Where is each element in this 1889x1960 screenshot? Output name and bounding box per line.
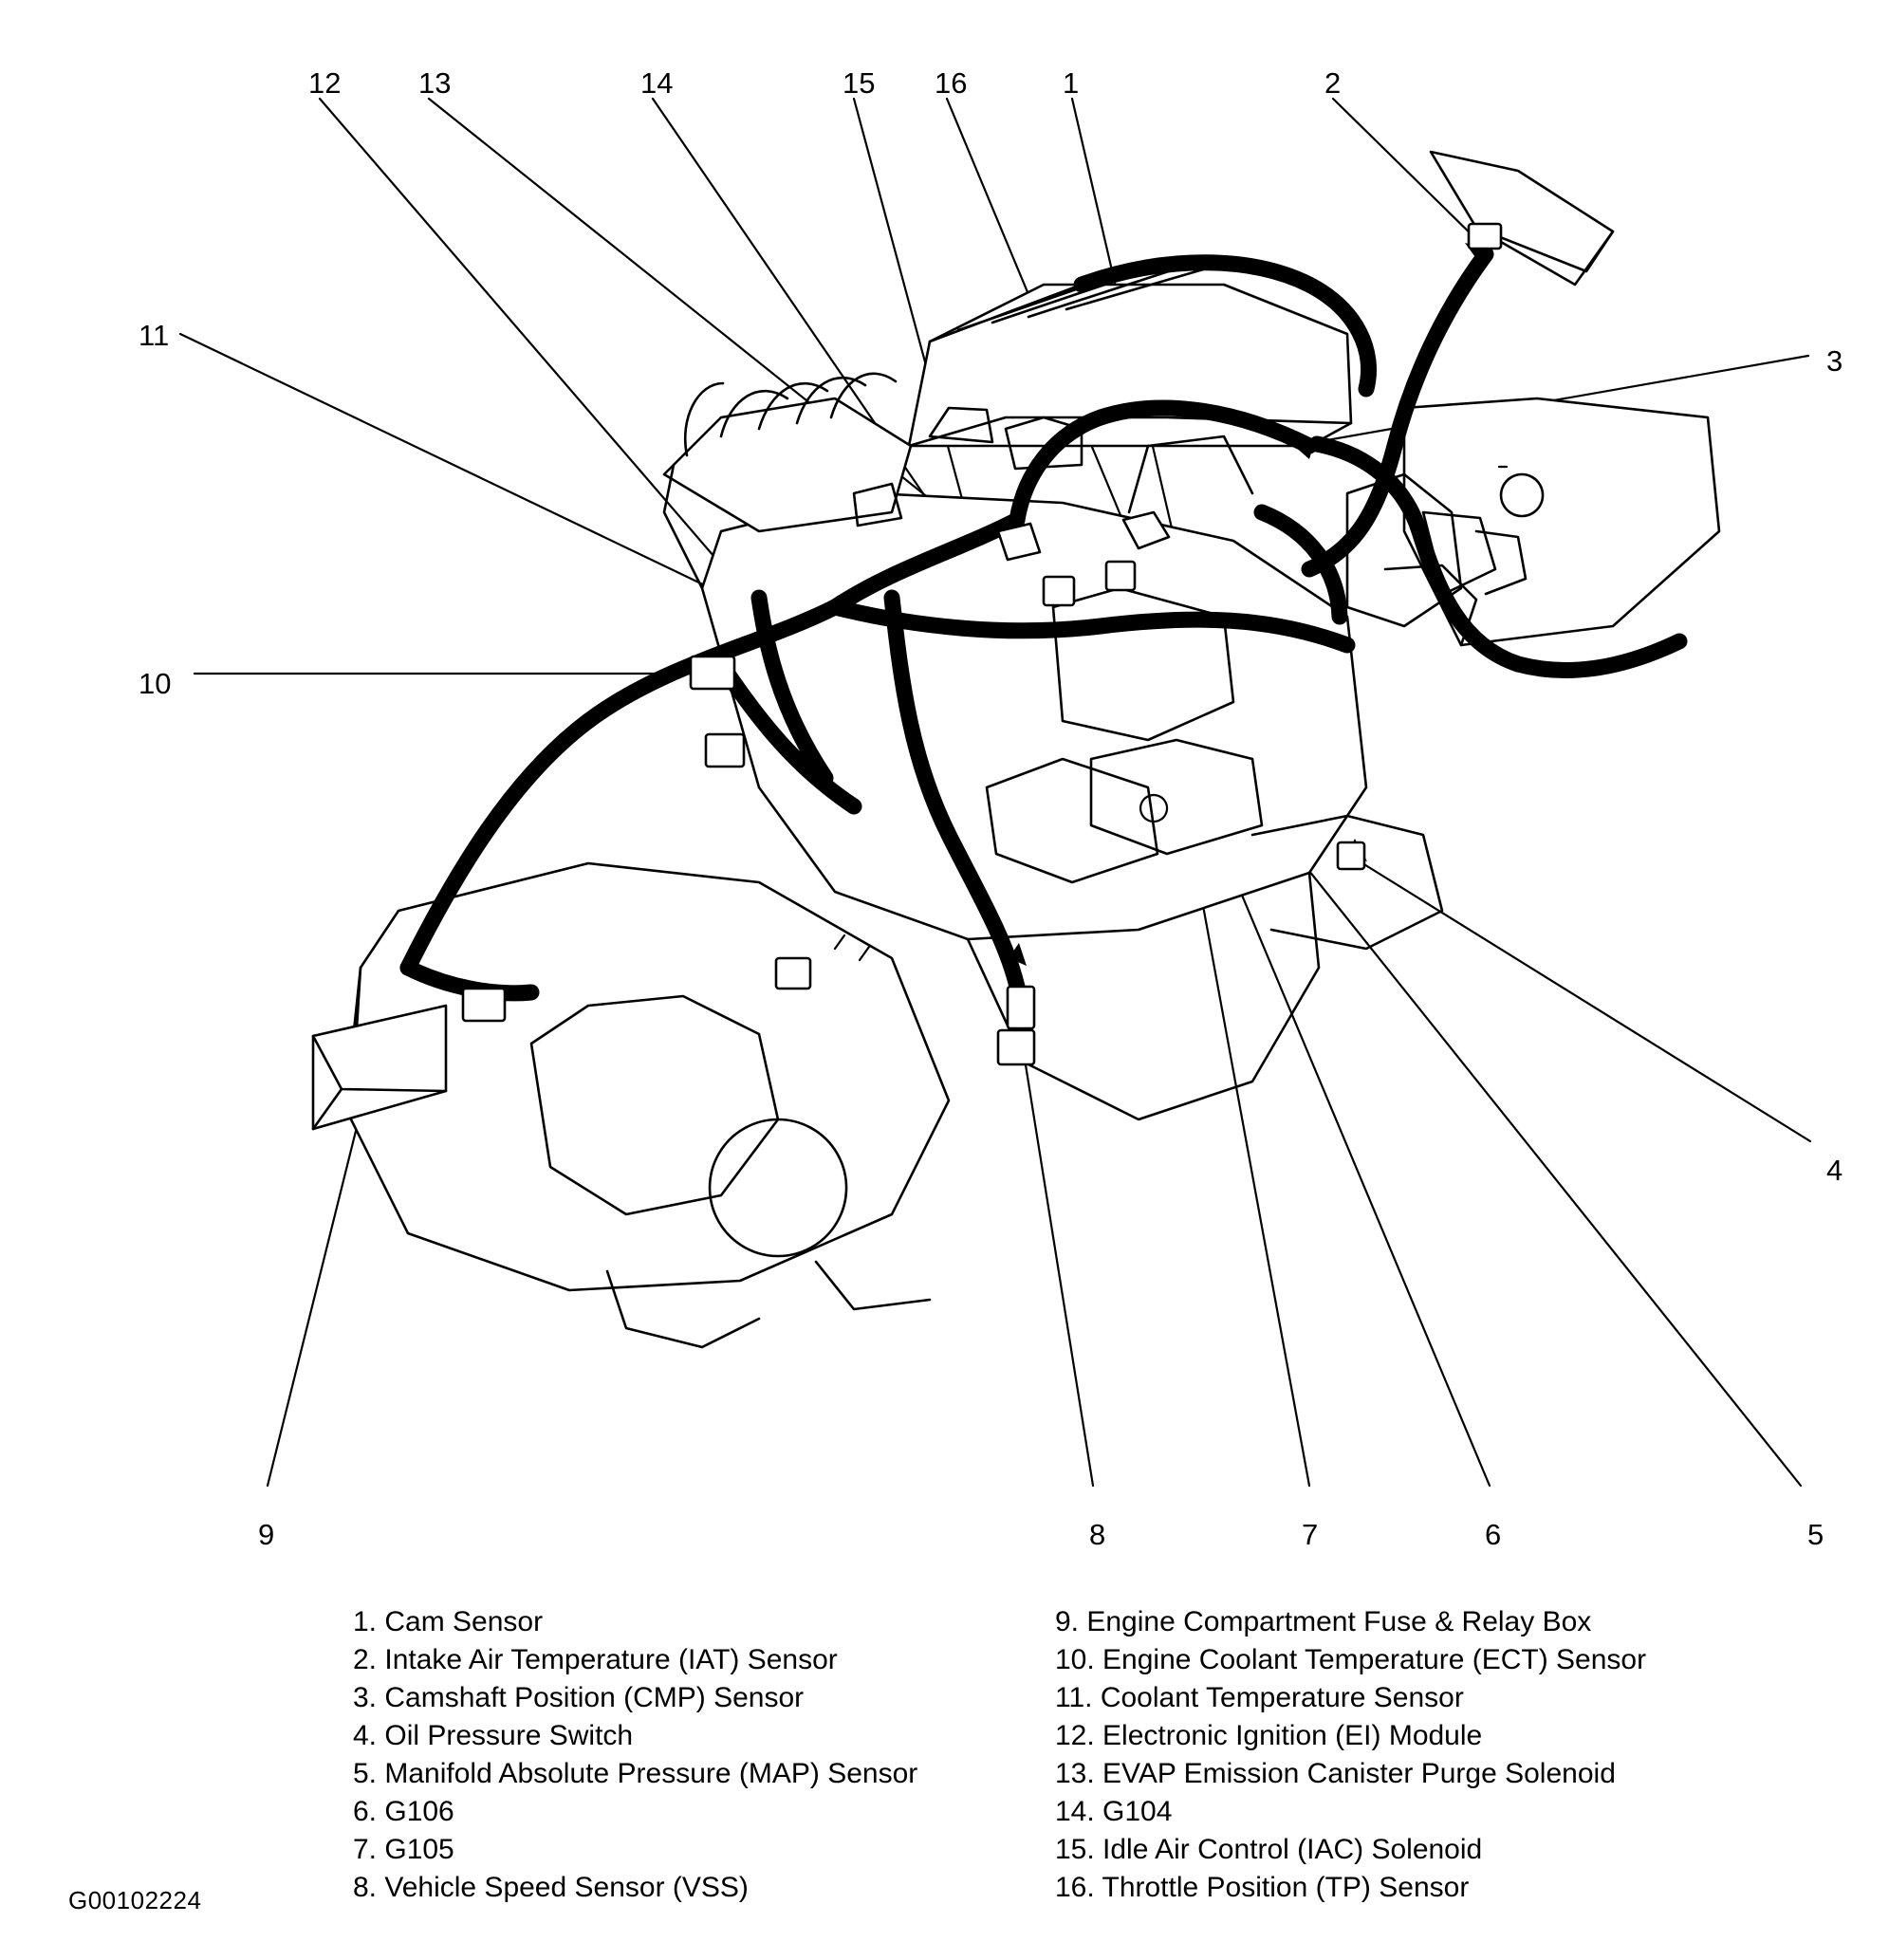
legend-item: 2. Intake Air Temperature (IAT) Sensor <box>353 1644 838 1675</box>
callout-10: 10 <box>139 667 172 700</box>
figure-id-label: G00102224 <box>68 1886 202 1914</box>
legend-item: 16. Throttle Position (TP) Sensor <box>1055 1872 1470 1903</box>
legend-item: 3. Camshaft Position (CMP) Sensor <box>353 1682 805 1713</box>
callout-16: 16 <box>935 66 968 100</box>
legend-item: 4. Oil Pressure Switch <box>353 1720 634 1751</box>
legend-item: 14. G104 <box>1055 1796 1173 1827</box>
callout-4: 4 <box>1826 1154 1843 1187</box>
legend-item: 11. Coolant Temperature Sensor <box>1055 1682 1464 1713</box>
callout-1: 1 <box>1063 66 1080 100</box>
legend-item: 12. Electronic Ignition (EI) Module <box>1055 1720 1483 1751</box>
legend <box>353 1603 1681 1907</box>
callout-14: 14 <box>640 66 674 100</box>
legend-item: 9. Engine Compartment Fuse & Relay Box <box>1055 1606 1592 1637</box>
legend-column-right <box>1055 1603 1681 1907</box>
callout-12: 12 <box>308 66 342 100</box>
legend-item: 13. EVAP Emission Canister Purge Solenoid <box>1055 1758 1616 1789</box>
callout-7: 7 <box>1302 1518 1319 1551</box>
legend-item: 7. G105 <box>353 1834 454 1865</box>
callout-2: 2 <box>1324 66 1342 100</box>
legend-item: 6. G106 <box>353 1796 454 1827</box>
legend-item: 1. Cam Sensor <box>353 1606 544 1637</box>
callout-11: 11 <box>139 319 170 352</box>
callout-3: 3 <box>1826 344 1843 378</box>
callout-13: 13 <box>418 66 452 100</box>
legend-item: 10. Engine Coolant Temperature (ECT) Sensor <box>1055 1644 1647 1675</box>
legend-item: 15. Idle Air Control (IAC) Solenoid <box>1055 1834 1483 1865</box>
callout-6: 6 <box>1485 1518 1502 1551</box>
callout-15: 15 <box>843 66 876 100</box>
legend-item: 5. Manifold Absolute Pressure (MAP) Sensor <box>353 1758 918 1789</box>
callout-9: 9 <box>258 1518 275 1551</box>
legend-item: 8. Vehicle Speed Sensor (VSS) <box>353 1872 749 1903</box>
callout-5: 5 <box>1807 1518 1824 1551</box>
callout-8: 8 <box>1089 1518 1106 1551</box>
legend-column-left <box>353 1603 979 1907</box>
